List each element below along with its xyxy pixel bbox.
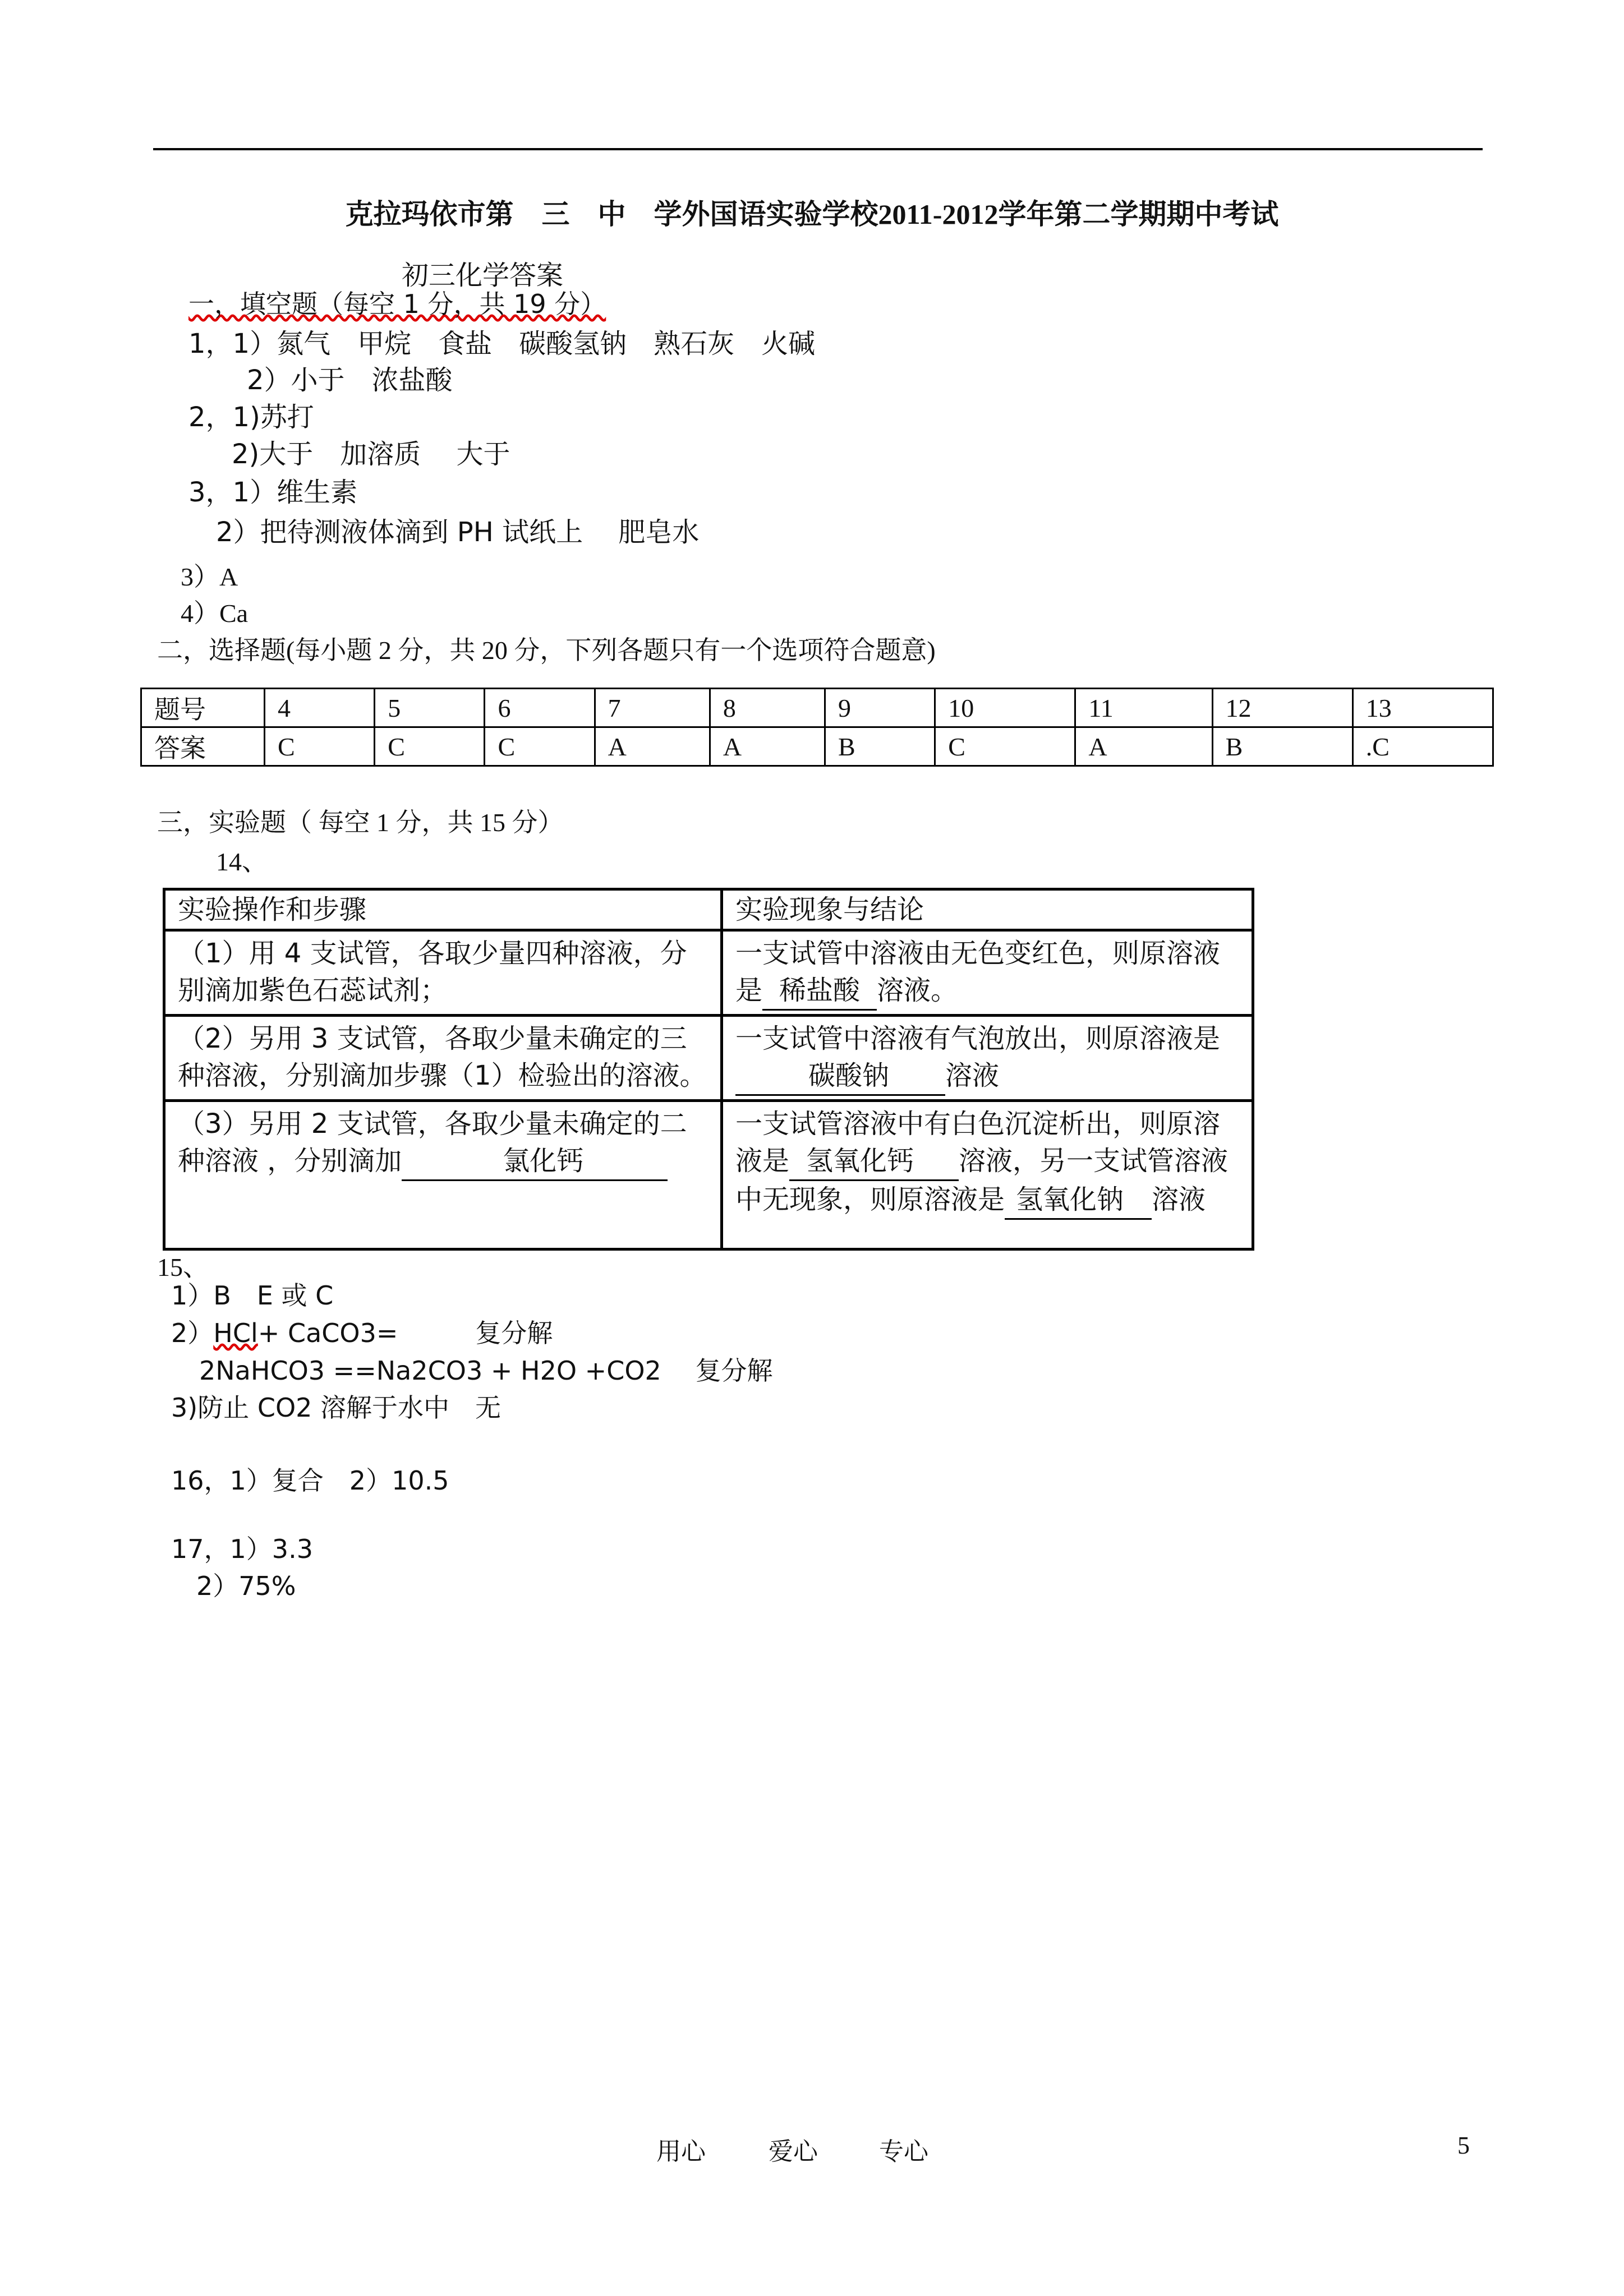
result-1-text: 一支试管中溶液由无色变红色，则原溶液是 — [735, 938, 1221, 1006]
answer-cell: A — [1075, 727, 1212, 766]
result-3-suffix: 溶液 — [1152, 1184, 1206, 1215]
answer-table — [140, 688, 1494, 767]
answer-blank: 氢氧化钠 — [1005, 1181, 1152, 1220]
result-2-suffix: 溶液 — [945, 1060, 1000, 1091]
row-label-number: 题号 — [141, 689, 265, 727]
q15-line2-rest: + CaCO3= 复分解 — [257, 1318, 553, 1348]
header-results: 实验现象与结论 — [722, 889, 1253, 930]
result-1 — [722, 930, 1253, 1016]
result-2-text: 一支试管中溶液有气泡放出，则原溶液是 — [735, 1023, 1221, 1054]
document-subtitle: 初三化学答案 — [402, 261, 564, 291]
section1-heading — [188, 286, 606, 322]
row-label-answer: 答案 — [141, 727, 265, 766]
q1-line2: 2）小于 浓盐酸 — [247, 365, 453, 396]
q14-label: 14、 — [216, 847, 268, 876]
q3-line3: 3）A — [181, 563, 238, 591]
answer-cell: A — [710, 727, 825, 766]
footer-text-3: 专心 — [879, 2138, 928, 2165]
q15-line1: 1）B E 或 C — [171, 1280, 334, 1311]
q3-line1: 3，1）维生素 — [188, 477, 358, 508]
answer-table-number-row — [141, 689, 1493, 727]
experiment-table — [163, 888, 1254, 1251]
question-number: 13 — [1352, 689, 1493, 727]
experiment-row — [164, 1101, 1253, 1250]
result-2 — [722, 1016, 1253, 1101]
q15-line3: 2NaHCO3 ==Na2CO3 + H2O +CO2 复分解 — [199, 1356, 773, 1386]
q17-line2: 2）75% — [196, 1571, 296, 1601]
answer-cell: B — [1212, 727, 1352, 766]
q16-line1: 16，1）复合 2）10.5 — [171, 1465, 449, 1496]
q3-line2: 2）把待测液体滴到 PH 试纸上 肥皂水 — [216, 517, 700, 548]
answer-blank: 稀盐酸 — [762, 972, 877, 1011]
step-3 — [164, 1101, 722, 1250]
result-3 — [722, 1101, 1253, 1250]
experiment-row — [164, 1016, 1253, 1101]
experiment-table-header — [164, 889, 1253, 930]
q17-line1: 17，1）3.3 — [171, 1534, 313, 1564]
q3-line4: 4）Ca — [181, 599, 249, 628]
question-number: 11 — [1075, 689, 1212, 727]
answer-cell: C — [485, 727, 595, 766]
answer-cell: C — [265, 727, 375, 766]
answer-blank: 氯化钙 — [402, 1142, 668, 1181]
answer-cell: A — [595, 727, 710, 766]
question-number: 4 — [265, 689, 375, 727]
page-number: 5 — [1457, 2132, 1470, 2159]
step-2: （2）另用 3 支试管，各取少量未确定的三种溶液，分别滴加步骤（1）检验出的溶液。 — [164, 1016, 722, 1101]
section1-heading-text: 一，填空题（每空 1 分，共 19 分） — [188, 289, 606, 319]
result-3-middle: 溶液，另一支试管溶液中无现象，则原溶液是 — [735, 1145, 1229, 1215]
result-1-suffix: 溶液。 — [877, 975, 958, 1006]
q15-line2-prefix: 2） — [171, 1318, 214, 1348]
question-number: 7 — [595, 689, 710, 727]
question-number: 9 — [825, 689, 935, 727]
q1-line1: 1，1）氮气 甲烷 食盐 碳酸氢钠 熟石灰 火碱 — [188, 328, 816, 359]
q15-line4: 3)防止 CO2 溶解于水中 无 — [171, 1393, 502, 1423]
section2-heading: 二，选择题(每小题 2 分，共 20 分，下列各题只有一个选项符合题意) — [157, 636, 936, 665]
answer-cell: B — [825, 727, 935, 766]
answer-blank: 碳酸钠 — [735, 1057, 945, 1096]
top-rule — [153, 148, 1483, 150]
question-number: 12 — [1212, 689, 1352, 727]
q2-line2: 2)大于 加溶质 大于 — [232, 439, 510, 470]
footer-text-1: 用心 — [656, 2138, 706, 2165]
answer-cell: C — [375, 727, 485, 766]
q15-line2 — [171, 1315, 553, 1351]
answer-cell: .C — [1352, 727, 1493, 766]
question-number: 10 — [935, 689, 1075, 727]
result-3-text: 一支试管溶液中有白色沉淀析出，则原溶液是 — [735, 1108, 1221, 1177]
q15-label: 15、 — [157, 1253, 209, 1281]
experiment-row — [164, 930, 1253, 1016]
question-number: 8 — [710, 689, 825, 727]
q2-line1: 2，1)苏打 — [188, 402, 314, 433]
answer-table-answer-row — [141, 727, 1493, 766]
section3-heading: 三，实验题（ 每空 1 分，共 15 分） — [157, 808, 564, 837]
answer-cell: C — [935, 727, 1075, 766]
step-1: （1）用 4 支试管，各取少量四种溶液，分别滴加紫色石蕊试剂； — [164, 930, 722, 1016]
document-title: 克拉玛依市第 三 中 学外国语实验学校2011-2012学年第二学期期中考试 — [345, 199, 1279, 230]
footer-text-2: 爱心 — [769, 2138, 818, 2165]
question-number: 5 — [375, 689, 485, 727]
question-number: 6 — [485, 689, 595, 727]
answer-blank: 氢氧化钙 — [789, 1142, 959, 1181]
step-3-text: （3）另用 2 支试管，各取少量未确定的二种溶液 ，分别滴加 — [178, 1108, 687, 1177]
q15-line2-formula: HCl — [213, 1318, 258, 1348]
header-steps: 实验操作和步骤 — [164, 889, 722, 930]
